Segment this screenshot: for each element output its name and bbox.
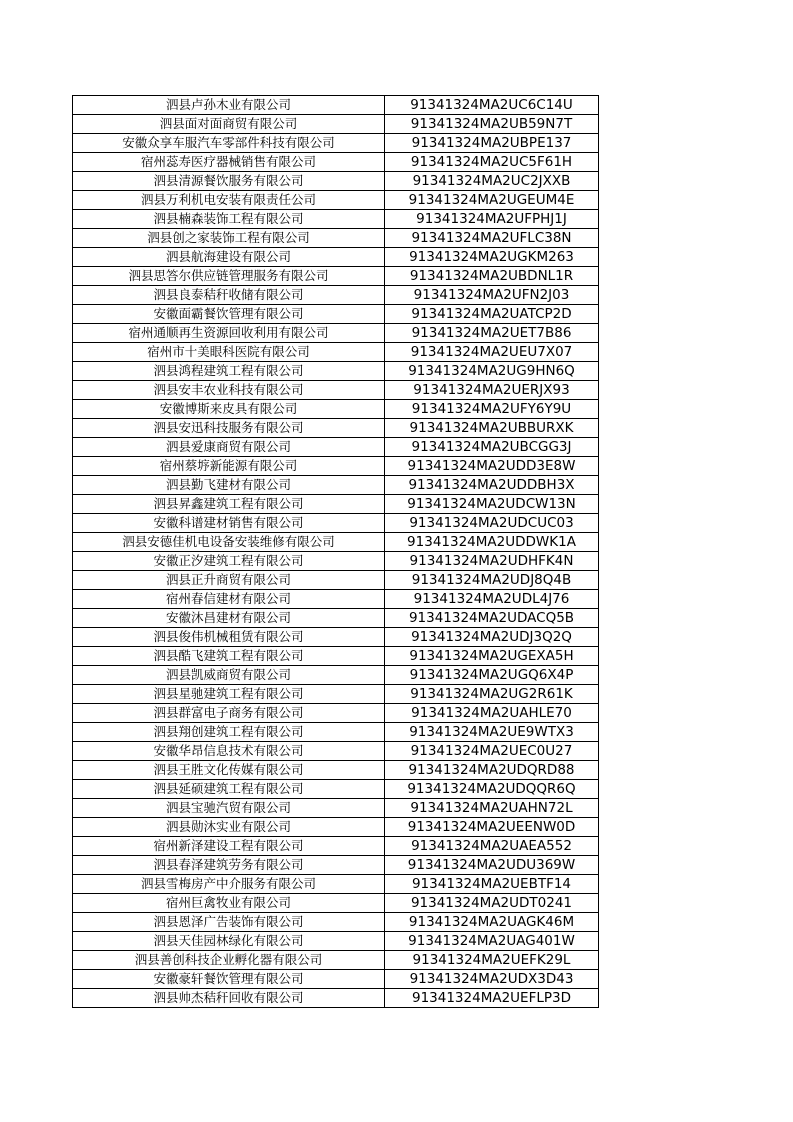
table-row	[73, 115, 599, 134]
company-name-cell: 安徽豪轩餐饮管理有限公司	[73, 970, 385, 989]
table-row	[73, 419, 599, 438]
table-row	[73, 400, 599, 419]
company-name-cell: 宿州通顺再生资源回收利用有限公司	[73, 324, 385, 343]
credit-code-cell: 91341324MA2UDX3D43	[385, 970, 599, 989]
company-name-cell: 安徽面霸餐饮管理有限公司	[73, 305, 385, 324]
table-row	[73, 685, 599, 704]
credit-code-cell: 91341324MA2UDL4J76	[385, 590, 599, 609]
credit-code-cell: 91341324MA2UE9WTX3	[385, 723, 599, 742]
company-name-cell: 泗县鸿程建筑工程有限公司	[73, 362, 385, 381]
company-name-cell: 泗县勋沐实业有限公司	[73, 818, 385, 837]
credit-code-cell: 91341324MA2UG2R61K	[385, 685, 599, 704]
table-row	[73, 571, 599, 590]
company-name-cell: 泗县群富电子商务有限公司	[73, 704, 385, 723]
credit-code-cell: 91341324MA2UDACQ5B	[385, 609, 599, 628]
company-name-cell: 泗县卢孙木业有限公司	[73, 96, 385, 115]
credit-code-cell: 91341324MA2UAHLE70	[385, 704, 599, 723]
table-row	[73, 172, 599, 191]
table-row	[73, 229, 599, 248]
company-name-cell: 泗县雪梅房产中介服务有限公司	[73, 875, 385, 894]
company-name-cell: 宿州蕊寿医疗器械销售有限公司	[73, 153, 385, 172]
credit-code-cell: 91341324MA2UGEUM4E	[385, 191, 599, 210]
company-name-cell: 泗县俊伟机械租赁有限公司	[73, 628, 385, 647]
table-row	[73, 533, 599, 552]
table-row	[73, 362, 599, 381]
table-row	[73, 761, 599, 780]
credit-code-cell: 91341324MA2UGQ6X4P	[385, 666, 599, 685]
table-row	[73, 647, 599, 666]
company-name-cell: 泗县万利机电安装有限责任公司	[73, 191, 385, 210]
company-name-cell: 宿州新泽建设工程有限公司	[73, 837, 385, 856]
company-name-cell: 泗县创之家装饰工程有限公司	[73, 229, 385, 248]
table-row	[73, 818, 599, 837]
credit-code-cell: 91341324MA2UBDNL1R	[385, 267, 599, 286]
company-name-cell: 宿州蔡垿新能源有限公司	[73, 457, 385, 476]
company-name-cell: 泗县凯威商贸有限公司	[73, 666, 385, 685]
company-name-cell: 泗县航海建设有限公司	[73, 248, 385, 267]
table-row	[73, 552, 599, 571]
table-row	[73, 970, 599, 989]
company-name-cell: 泗县正升商贸有限公司	[73, 571, 385, 590]
credit-code-cell: 91341324MA2UGKM263	[385, 248, 599, 267]
credit-code-cell: 91341324MA2UBCGG3J	[385, 438, 599, 457]
company-name-cell: 泗县延硕建筑工程有限公司	[73, 780, 385, 799]
table-row	[73, 951, 599, 970]
credit-code-cell: 91341324MA2UFY6Y9U	[385, 400, 599, 419]
table-row	[73, 989, 599, 1008]
company-name-cell: 宿州市十美眼科医院有限公司	[73, 343, 385, 362]
credit-code-cell: 91341324MA2UDCUC03	[385, 514, 599, 533]
table-row	[73, 780, 599, 799]
credit-code-cell: 91341324MA2UDJ8Q4B	[385, 571, 599, 590]
table-row	[73, 476, 599, 495]
registry-table-body	[73, 96, 599, 1008]
company-name-cell: 安徽科谱建材销售有限公司	[73, 514, 385, 533]
table-row	[73, 153, 599, 172]
table-row	[73, 267, 599, 286]
table-row	[73, 343, 599, 362]
table-row	[73, 932, 599, 951]
credit-code-cell: 91341324MA2UEFLP3D	[385, 989, 599, 1008]
table-row	[73, 191, 599, 210]
company-name-cell: 安徽正汐建筑工程有限公司	[73, 552, 385, 571]
company-name-cell: 泗县王胜文化传媒有限公司	[73, 761, 385, 780]
company-name-cell: 安徽沐昌建材有限公司	[73, 609, 385, 628]
company-name-cell: 安徽众享车服汽车零部件科技有限公司	[73, 134, 385, 153]
company-registry-table	[72, 95, 599, 1008]
credit-code-cell: 91341324MA2UAEA552	[385, 837, 599, 856]
company-name-cell: 泗县安迅科技服务有限公司	[73, 419, 385, 438]
table-row	[73, 628, 599, 647]
credit-code-cell: 91341324MA2UEENW0D	[385, 818, 599, 837]
credit-code-cell: 91341324MA2UFN2J03	[385, 286, 599, 305]
table-row	[73, 837, 599, 856]
table-row	[73, 134, 599, 153]
credit-code-cell: 91341324MA2UERJX93	[385, 381, 599, 400]
credit-code-cell: 91341324MA2UAGK46M	[385, 913, 599, 932]
credit-code-cell: 91341324MA2UDQRD88	[385, 761, 599, 780]
table-row	[73, 286, 599, 305]
company-name-cell: 泗县宝驰汽贸有限公司	[73, 799, 385, 818]
credit-code-cell: 91341324MA2UFPHJ1J	[385, 210, 599, 229]
table-row	[73, 457, 599, 476]
table-row	[73, 324, 599, 343]
table-row	[73, 381, 599, 400]
credit-code-cell: 91341324MA2UDD3E8W	[385, 457, 599, 476]
table-row	[73, 590, 599, 609]
table-row	[73, 96, 599, 115]
table-row	[73, 609, 599, 628]
company-name-cell: 安徽博斯来皮具有限公司	[73, 400, 385, 419]
table-row	[73, 248, 599, 267]
company-name-cell: 泗县爱康商贸有限公司	[73, 438, 385, 457]
company-name-cell: 宿州巨禽牧业有限公司	[73, 894, 385, 913]
company-name-cell: 泗县春泽建筑劳务有限公司	[73, 856, 385, 875]
table-row	[73, 210, 599, 229]
company-name-cell: 泗县思答尔供应链管理服务有限公司	[73, 267, 385, 286]
credit-code-cell: 91341324MA2UDCW13N	[385, 495, 599, 514]
table-row	[73, 666, 599, 685]
company-name-cell: 泗县恩泽广告装饰有限公司	[73, 913, 385, 932]
credit-code-cell: 91341324MA2UFLC38N	[385, 229, 599, 248]
table-row	[73, 875, 599, 894]
company-name-cell: 泗县昇鑫建筑工程有限公司	[73, 495, 385, 514]
credit-code-cell: 91341324MA2UEFK29L	[385, 951, 599, 970]
table-row	[73, 913, 599, 932]
table-row	[73, 856, 599, 875]
company-name-cell: 泗县星驰建筑工程有限公司	[73, 685, 385, 704]
company-name-cell: 泗县勤飞建材有限公司	[73, 476, 385, 495]
credit-code-cell: 91341324MA2UGEXA5H	[385, 647, 599, 666]
credit-code-cell: 91341324MA2UET7B86	[385, 324, 599, 343]
company-name-cell: 泗县天佳园林绿化有限公司	[73, 932, 385, 951]
company-name-cell: 宿州春信建材有限公司	[73, 590, 385, 609]
table-row	[73, 438, 599, 457]
table-row	[73, 799, 599, 818]
credit-code-cell: 91341324MA2UBPE137	[385, 134, 599, 153]
credit-code-cell: 91341324MA2UB59N7T	[385, 115, 599, 134]
credit-code-cell: 91341324MA2UAHN72L	[385, 799, 599, 818]
credit-code-cell: 91341324MA2UDDBH3X	[385, 476, 599, 495]
company-name-cell: 泗县清源餐饮服务有限公司	[73, 172, 385, 191]
company-name-cell: 泗县安丰农业科技有限公司	[73, 381, 385, 400]
credit-code-cell: 91341324MA2UEU7X07	[385, 343, 599, 362]
credit-code-cell: 91341324MA2UDHFK4N	[385, 552, 599, 571]
credit-code-cell: 91341324MA2UATCP2D	[385, 305, 599, 324]
credit-code-cell: 91341324MA2UG9HN6Q	[385, 362, 599, 381]
company-name-cell: 泗县善创科技企业孵化器有限公司	[73, 951, 385, 970]
company-name-cell: 泗县楠森装饰工程有限公司	[73, 210, 385, 229]
company-name-cell: 泗县安德佳机电设备安装维修有限公司	[73, 533, 385, 552]
table-row	[73, 704, 599, 723]
company-name-cell: 泗县面对面商贸有限公司	[73, 115, 385, 134]
credit-code-cell: 91341324MA2UDU369W	[385, 856, 599, 875]
company-name-cell: 泗县翔创建筑工程有限公司	[73, 723, 385, 742]
credit-code-cell: 91341324MA2UC2JXXB	[385, 172, 599, 191]
company-name-cell: 泗县良泰秸秆收储有限公司	[73, 286, 385, 305]
credit-code-cell: 91341324MA2UC5F61H	[385, 153, 599, 172]
credit-code-cell: 91341324MA2UDDWK1A	[385, 533, 599, 552]
credit-code-cell: 91341324MA2UEC0U27	[385, 742, 599, 761]
company-name-cell: 泗县酷飞建筑工程有限公司	[73, 647, 385, 666]
credit-code-cell: 91341324MA2UC6C14U	[385, 96, 599, 115]
company-name-cell: 安徽华昂信息技术有限公司	[73, 742, 385, 761]
credit-code-cell: 91341324MA2UDT0241	[385, 894, 599, 913]
table-row	[73, 894, 599, 913]
table-row	[73, 305, 599, 324]
credit-code-cell: 91341324MA2UDQQR6Q	[385, 780, 599, 799]
credit-code-cell: 91341324MA2UAG401W	[385, 932, 599, 951]
company-name-cell: 泗县帅杰秸秆回收有限公司	[73, 989, 385, 1008]
credit-code-cell: 91341324MA2UBBURXK	[385, 419, 599, 438]
table-row	[73, 723, 599, 742]
credit-code-cell: 91341324MA2UEBTF14	[385, 875, 599, 894]
credit-code-cell: 91341324MA2UDJ3Q2Q	[385, 628, 599, 647]
table-row	[73, 514, 599, 533]
table-row	[73, 495, 599, 514]
table-row	[73, 742, 599, 761]
